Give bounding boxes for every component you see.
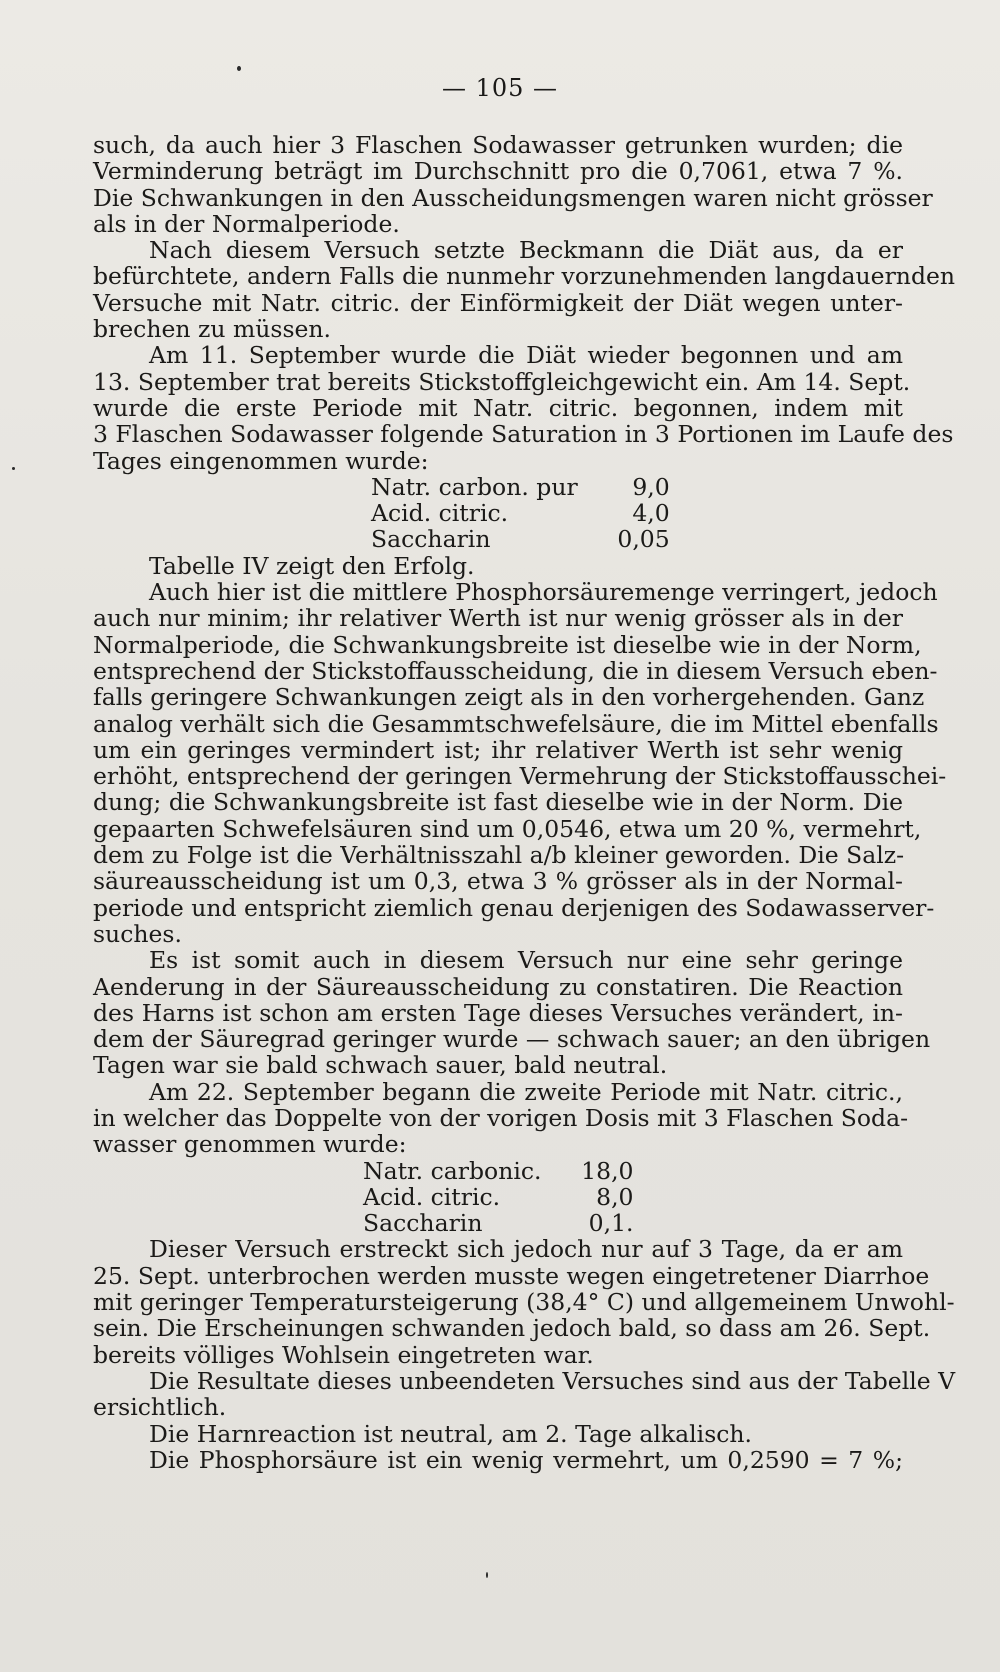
ingredient-amount: 18,0 — [581, 1156, 634, 1185]
text-line: Tages eingenommen wurde: — [93, 446, 429, 475]
table-row — [371, 500, 670, 526]
text-line: gepaarten Schwefelsäuren sind um 0,0546, etwa um 20 %, vermehrt, — [93, 814, 922, 843]
text-line: dem der Säuregrad geringer wurde — schwach sauer; an den übrigen — [93, 1025, 931, 1054]
text-line: Die Phosphorsäure ist ein wenig vermehrt, um 0,2590 = 7 %; — [149, 1445, 903, 1474]
paragraph-september-22 — [93, 1077, 909, 1159]
text-line: 3 Flaschen Sodawasser folgende Saturation in 3 Portionen im Laufe des — [93, 420, 954, 449]
ink-speck — [12, 467, 15, 470]
paragraph-interrupted-trial — [93, 1235, 955, 1369]
text-line: Normalperiode, die Schwankungsbreite ist dieselbe wie in der Norm, — [93, 630, 922, 659]
text-line: erhöht, entsprechend der geringen Vermehrung der Stickstoffausschei- — [93, 762, 947, 791]
text-line: 13. September trat bereits Stickstoffgleichgewicht ein. Am 14. Sept. — [93, 367, 911, 396]
text-line: dung; die Schwankungsbreite ist fast dieselbe wie in der Norm. Die — [93, 788, 903, 817]
ingredient-amount: 4,0 — [632, 499, 670, 528]
text-line: dem zu Folge ist die Verhältnisszahl a/b kleiner geworden. Die Salz- — [93, 841, 905, 870]
text-line: such, da auch hier 3 Flaschen Sodawasser getrunken wurden; die — [93, 131, 903, 159]
text-line: suches. — [93, 919, 182, 948]
text-line: Auch hier ist die mittlere Phosphorsäuremenge verringert, jedoch — [149, 578, 938, 607]
text-line: falls geringere Schwankungen zeigt als in den vorhergehenden. Ganz — [93, 683, 925, 712]
table-row — [371, 474, 670, 500]
text-line: Am 22. September begann die zweite Periode mit Natr. citric., — [149, 1077, 903, 1106]
ink-speck — [486, 1572, 488, 1578]
text-line: als in der Normalperiode. — [93, 209, 400, 238]
text-line: Aenderung in der Säureausscheidung zu constatiren. Die Reaction — [93, 972, 903, 1001]
paragraph-acid-excretion — [93, 946, 931, 1080]
table-row — [371, 526, 670, 552]
table-row — [363, 1184, 634, 1210]
ink-speck — [237, 66, 241, 71]
paragraph-urine-reaction — [93, 1421, 903, 1447]
text-line: brechen zu müssen. — [93, 315, 332, 344]
text-line: entsprechend der Stickstoffausscheidung, die in diesem Versuch eben- — [93, 656, 938, 685]
text-line: ersichtlich. — [93, 1393, 227, 1422]
text-line: sein. Die Erscheinungen schwanden jedoch bald, so dass am 26. Sept. — [93, 1314, 931, 1343]
paragraph-phosphoric-acid — [93, 578, 947, 948]
text-line: wasser genommen wurde: — [93, 1130, 407, 1159]
text-line: Es ist somit auch in diesem Versuch nur eine sehr geringe — [149, 946, 903, 975]
text-line: 25. Sept. unterbrochen werden musste wegen eingetretener Diarrhoe — [93, 1261, 930, 1290]
text-line: Dieser Versuch erstreckt sich jedoch nur auf 3 Tage, da er am — [149, 1235, 903, 1264]
text-line: in welcher das Doppelte von der vorigen Dosis mit 3 Flaschen Soda- — [93, 1103, 909, 1132]
text-line: Die Harnreaction ist neutral, am 2. Tage alkalisch. — [149, 1419, 753, 1448]
ingredient-name: Acid. citric. — [363, 1182, 501, 1211]
dosage-table-second-period — [363, 1158, 634, 1237]
text-line: befürchtete, andern Falls die nunmehr vorzunehmenden langdauernden — [93, 262, 956, 291]
text-line: periode und entspricht ziemlich genau derjenigen des Sodawasserver- — [93, 893, 935, 922]
text-line: Die Schwankungen in den Ausscheidungsmengen waren nicht grösser — [93, 183, 933, 212]
text-line: Nach diesem Versuch setzte Beckmann die Diät aus, da er — [149, 236, 903, 265]
text-line: Verminderung beträgt im Durchschnitt pro die 0,7061, etwa 7 %. — [93, 157, 903, 186]
paragraph-continuation — [93, 131, 933, 238]
ingredient-name: Saccharin — [363, 1209, 483, 1238]
body-text — [93, 131, 956, 1474]
text-line: mit geringer Temperatursteigerung (38,4° C) und allgemeinem Unwohl- — [93, 1288, 955, 1317]
ingredient-name: Acid. citric. — [371, 499, 509, 528]
dosage-table-first-period — [371, 474, 670, 553]
ingredient-amount: 0,05 — [617, 525, 670, 554]
table-row — [363, 1158, 634, 1184]
paragraph-table-v — [93, 1366, 956, 1422]
paragraph-table-iv — [93, 553, 903, 579]
text-line: wurde die erste Periode mit Natr. citric. begonnen, indem mit — [93, 393, 903, 422]
ingredient-amount: 0,1. — [588, 1209, 634, 1238]
paragraph-phosphoric-increase — [93, 1447, 903, 1473]
text-line: analog verhält sich die Gesammtschwefelsäure, die im Mittel ebenfalls — [93, 709, 939, 738]
text-line: Versuche mit Natr. citric. der Einförmigkeit der Diät wegen unter- — [93, 288, 903, 317]
text-line: Am 11. September wurde die Diät wieder begonnen und am — [149, 341, 903, 370]
text-line: säureausscheidung ist um 0,3, etwa 3 % grösser als in der Normal- — [93, 867, 903, 896]
text-line: bereits völliges Wohlsein eingetreten war. — [93, 1340, 594, 1369]
text-line: auch nur minim; ihr relativer Werth ist nur wenig grösser als in der — [93, 604, 903, 633]
ingredient-name: Natr. carbonic. — [363, 1156, 542, 1185]
text-line: Tabelle IV zeigt den Erfolg. — [149, 551, 475, 580]
ingredient-name: Saccharin — [371, 525, 491, 554]
text-line: Die Resultate dieses unbeendeten Versuches sind aus der Tabelle V — [149, 1366, 956, 1395]
text-line: Tagen war sie bald schwach sauer, bald neutral. — [93, 1051, 668, 1080]
ingredient-amount: 9,0 — [632, 472, 670, 501]
paragraph-september-11 — [93, 341, 954, 475]
ingredient-name: Natr. carbon. pur — [371, 472, 578, 501]
text-line: des Harns ist schon am ersten Tage dieses Versuches verändert, in- — [93, 998, 903, 1027]
text-line: um ein geringes vermindert ist; ihr relativer Werth ist sehr wenig — [93, 735, 903, 764]
paragraph-beckmann — [93, 236, 956, 344]
ingredient-amount: 8,0 — [596, 1182, 634, 1211]
table-row — [363, 1210, 634, 1236]
page-number: — 105 — — [441, 74, 559, 102]
